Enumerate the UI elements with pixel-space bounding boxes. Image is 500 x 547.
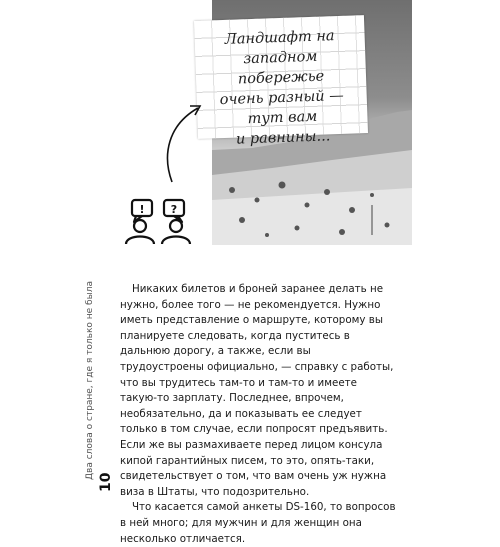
note-card — [194, 15, 368, 148]
people-question-exclamation-icon — [118, 198, 200, 246]
curved-arrow-icon — [160, 100, 210, 190]
body-text — [120, 282, 396, 547]
paragraph-1: Никаких билетов и броней заранее делать не нужно, более того — не рекомендуется. Нужно иметь представление о маршруте, которому вы планируете следовать, когда пуститесь в дальнюю дорогу, а также, если вы трудоустроены официально, — справку с работы, что вы трудитесь там-то и там-то и имеете такую-то зарплату. Последнее, впрочем, необязательно, да и показывать ее следует только в том случае, если попросят предъявить. Если же вы размахиваете перед лицом консула кипой гарантийных писем, то это, опять-таки, свидетельствует о том, что вам очень уж нужна виза в Штаты, что подозрительно. — [120, 283, 394, 498]
note-text: Ландшафт на западном побережье очень разный — тут вам и равнины... — [219, 28, 344, 148]
svg-text:!: ! — [139, 203, 145, 216]
running-header: Два слова о стране, где я только не была — [85, 281, 95, 480]
svg-text:?: ? — [170, 203, 178, 216]
page-number: 10 — [98, 472, 114, 492]
paragraph-2: Что касается самой анкеты DS-160, то вопросов в ней много; для мужчин и для женщин она несколько отличается. — [120, 501, 396, 545]
